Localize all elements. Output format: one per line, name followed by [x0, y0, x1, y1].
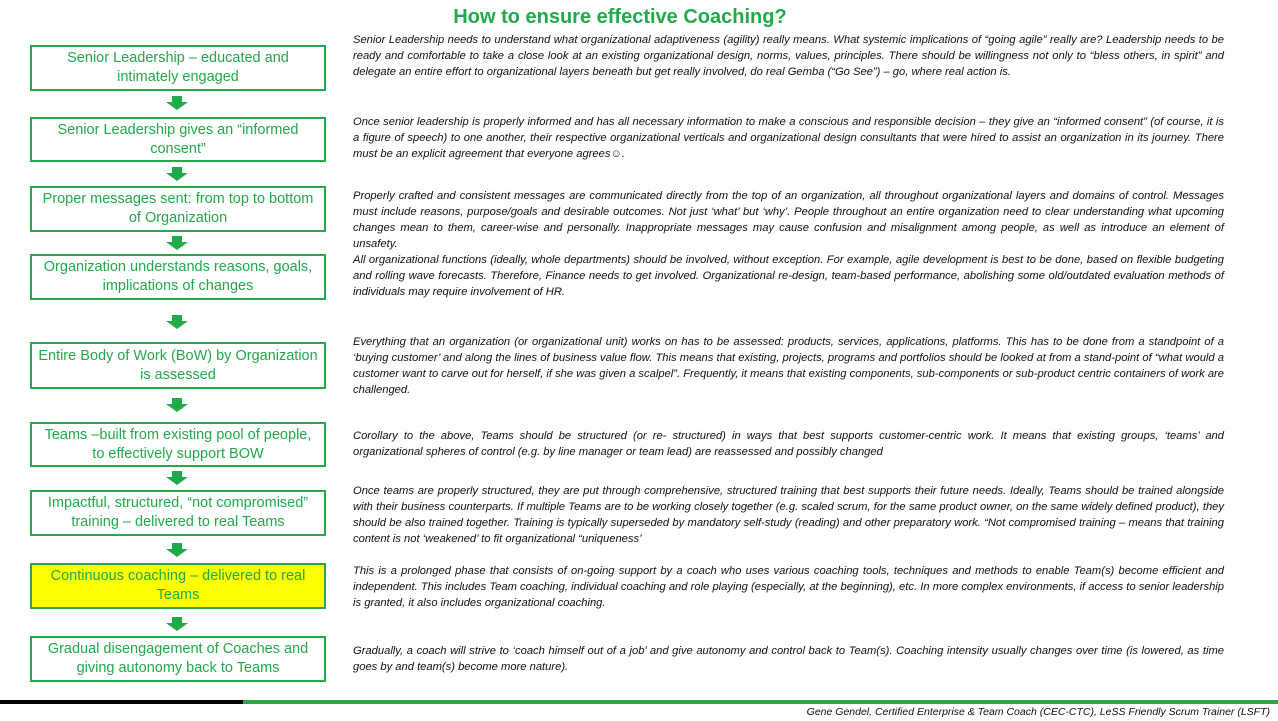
- step-description-continuous-coaching: This is a prolonged phase that consists of on-going support by a coach who uses various coaching tools, techniques and methods to enable Team(s) become efficient and independent. This includes Team coaching, individual coaching and role playing (especially, at the beginning), etc. In more complex environments, if access to senior leadership is granted, it also includes organizational coaching.: [353, 565, 1224, 609]
- down-arrow-icon: [166, 96, 188, 110]
- down-arrow-icon: [166, 315, 188, 329]
- step-description-informed-consent: Once senior leadership is properly informed and has all necessary information to make a conscious and responsible decision – they give an “informed consent” (of course, it is a figure of speech) to one another, their respective organizational verticals and organizational design consultants that were hired to assist an organization in its journey. There must be an explicit agreement that everyone agrees☺.: [353, 116, 1224, 160]
- down-arrow-icon: [166, 398, 188, 412]
- step-description-proper-messages: Properly crafted and consistent messages are communicated directly from the top of an organization, all throughout organizational layers and domains of control. Messages must include reasons, purpose/goals and desirable outcomes. Not just ‘what’ but ‘why’. People throughout an entire organization need to clear understanding what upcoming changes mean to them, career-wise and personally. Inappropriate messages may cause confusion and misalignment among people, as well as introduce an element of unsafety.: [353, 190, 1224, 250]
- step-box-teams-built: Teams –built from existing pool of people, to effectively support BOW: [30, 422, 326, 467]
- down-arrow-icon: [166, 236, 188, 250]
- step-box-informed-consent: Senior Leadership gives an “informed consent”: [30, 117, 326, 162]
- step-description-body-of-work: Everything that an organization (or organizational unit) works on has to be assessed: products, services, applications, platforms. This has to be done from a standpoint of a ‘buying customer’ and along the lines of business value flow. This means that existing, projects, programs and portfolios should be looked at from a stand-point of “what would a customer want to carve out for herself, if she was given a scalpel”. Frequently, it means that existing components, sub-components or sub-product centric containers of work are challenged.: [353, 336, 1224, 396]
- step-description-training: Once teams are properly structured, they are put through comprehensive, structured training that best supports their future needs. Ideally, Teams should be trained alongside with their business counterparts. If multiple Teams are to be working closely together (e.g. scaled scrum, for the same product owner, on the same widely defined product), they should be also trained together. Training is typically superseded by mandatory self-study (reading) and other preparatory work. “Not compromised training – means that training content is not ‘weakened’ to fit organizational “uniqueness’: [353, 485, 1224, 545]
- step-box-senior-leadership-engaged: Senior Leadership – educated and intimately engaged: [30, 45, 326, 91]
- step-description-organization-understands: All organizational functions (ideally, whole departments) should be involved, without exception. For example, agile development is best to be done, based on flexible budgeting and rolling wave forecasts. Therefore, Finance needs to get involved. Organizational re-design, team-based performance, abolishing some old/outdated evaluation methods of individuals may require involvement of HR.: [353, 254, 1224, 298]
- step-description-teams-built: Corollary to the above, Teams should be structured (or re- structured) in ways that best supports customer-centric work. It means that existing groups, ‘teams’ and organizational spheres of control (e.g. by line manager or team lead) are reassessed and possibly changed: [353, 430, 1224, 458]
- down-arrow-icon: [166, 617, 188, 631]
- footer-credit: Gene Gendel, Certified Enterprise & Team Coach (CEC-CTC), LeSS Friendly Scrum Trainer (LSFT): [806, 706, 1270, 718]
- step-box-proper-messages: Proper messages sent: from top to bottom of Organization: [30, 186, 326, 232]
- down-arrow-icon: [166, 543, 188, 557]
- step-box-organization-understands: Organization understands reasons, goals, implications of changes: [30, 254, 326, 300]
- step-box-continuous-coaching: Continuous coaching – delivered to real Teams: [30, 563, 326, 609]
- step-description-senior-leadership: Senior Leadership needs to understand what organizational adaptiveness (agility) really means. What systemic implications of “going agile” really are? Leadership needs to be ready and comfortable to take a close look at an existing organizational design, norms, values, principles. There should be willingness not only to “bless others, in spirit” and delegate an entire effort to organizational layers beneath but get really involved, do real Gemba (“Go See”) – go, where real action is.: [353, 34, 1224, 78]
- down-arrow-icon: [166, 471, 188, 485]
- step-box-gradual-disengagement: Gradual disengagement of Coaches and giving autonomy back to Teams: [30, 636, 326, 682]
- step-description-gradual-disengagement: Gradually, a coach will strive to ‘coach himself out of a job’ and give autonomy and control back to Team(s). Coaching intensity usually changes over time (is lowered, as time goes by and team(s) become more nature).: [353, 645, 1224, 673]
- page-title: How to ensure effective Coaching?: [453, 6, 787, 28]
- step-box-body-of-work-assessed: Entire Body of Work (BoW) by Organization is assessed: [30, 342, 326, 389]
- down-arrow-icon: [166, 167, 188, 181]
- footer-divider-accent: [0, 700, 243, 704]
- step-box-training: Impactful, structured, “not compromised” training – delivered to real Teams: [30, 490, 326, 536]
